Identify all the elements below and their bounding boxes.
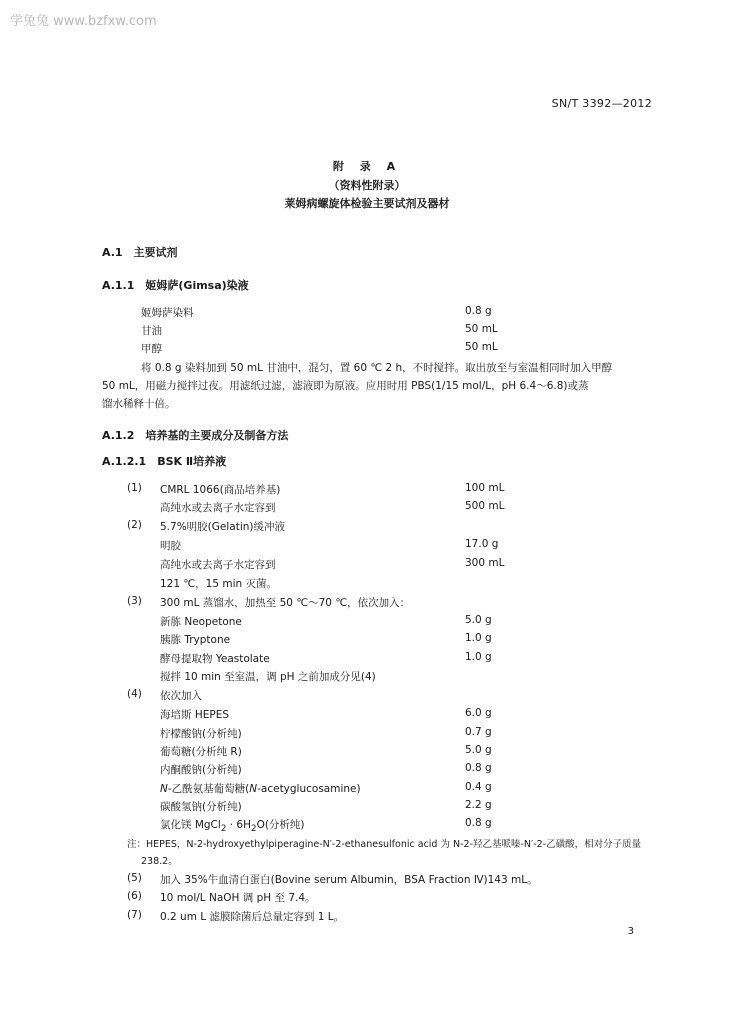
step-number: (6) bbox=[127, 890, 142, 902]
reagent-name: CMRL 1066(商品培养基) bbox=[160, 484, 281, 496]
giemsa-paragraph-line: 50 mL，用磁力搅拌过夜。用滤纸过滤，滤液即为原液。应用时用 PBS(1/15 mol/L，pH 6.4～6.8)或蒸 bbox=[102, 380, 589, 392]
reagent-name: 酵母提取物 Yeastolate bbox=[160, 653, 270, 665]
giemsa-item-name: 甲醇 bbox=[141, 343, 162, 355]
reagent-name bbox=[160, 781, 361, 796]
reagent-name: 新胨 Neopetone bbox=[160, 616, 242, 628]
reagent-name: 葡萄糖(分析纯 R) bbox=[160, 746, 242, 758]
reagent-amount: 5.0 g bbox=[465, 744, 492, 756]
standard-number: SN/T 3392—2012 bbox=[551, 97, 652, 110]
giemsa-paragraph-line: 馏水稀释十倍。 bbox=[102, 398, 176, 410]
reagent-amount: 300 mL bbox=[465, 557, 505, 569]
reagent-name: 碳酸氢钠(分析纯) bbox=[160, 801, 242, 813]
giemsa-item-name: 甘油 bbox=[141, 325, 162, 337]
step-number: (1) bbox=[127, 482, 142, 494]
page-number: 3 bbox=[627, 926, 634, 937]
subscript: 2 bbox=[250, 824, 257, 835]
reagent-name: 明胶 bbox=[160, 540, 181, 552]
giemsa-item-amount: 50 mL bbox=[465, 341, 498, 353]
reagent-name: 胰胨 Tryptone bbox=[160, 634, 231, 646]
reagent-amount: 500 mL bbox=[465, 500, 505, 512]
appendix-type: （资料性附录） bbox=[328, 179, 406, 192]
step-number: (4) bbox=[127, 688, 142, 700]
step-text: 10 mol/L NaOH 调 pH 至 7.4。 bbox=[160, 892, 316, 904]
giemsa-item-name: 姬姆萨染料 bbox=[141, 307, 194, 319]
section-a12: A.1.2 培养基的主要成分及制备方法 bbox=[102, 429, 289, 442]
reagent-name: 高纯水或去离子水定容到 bbox=[160, 559, 276, 571]
reagent-name-part: · 6H bbox=[226, 819, 251, 831]
step-number: (7) bbox=[127, 909, 142, 921]
reagent-amount: 1.0 g bbox=[465, 632, 492, 644]
step-number: (5) bbox=[127, 872, 142, 884]
reagent-name-part: O(分析纯) bbox=[256, 819, 305, 831]
stir-note: 搅拌 10 min 至室温，调 pH 之前加成分见(4) bbox=[160, 671, 376, 683]
giemsa-item-amount: 0.8 g bbox=[465, 305, 492, 317]
reagent-amount: 0.4 g bbox=[465, 781, 492, 793]
giemsa-paragraph-line: 将 0.8 g 染料加到 50 mL 甘油中，混匀，置 60 ℃ 2 h，不时搅拌。取出放至与室温相同时加入甲醇 bbox=[141, 362, 613, 374]
note-line: 238.2。 bbox=[141, 856, 178, 867]
reagent-amount: 0.8 g bbox=[465, 762, 492, 774]
reagent-name: 海培斯 HEPES bbox=[160, 709, 229, 721]
sterilize-note: 121 ℃，15 min 灭菌。 bbox=[160, 578, 278, 590]
reagent-name bbox=[160, 817, 305, 834]
reagent-name-part: -acetyglucosamine) bbox=[257, 783, 361, 795]
reagent-amount: 2.2 g bbox=[465, 799, 492, 811]
reagent-name-part: 氯化镁 MgCl bbox=[160, 819, 221, 831]
section-a1: A.1 主要试剂 bbox=[102, 246, 178, 259]
appendix-title: 莱姆病螺旋体检验主要试剂及器材 bbox=[284, 197, 450, 210]
step-title: 300 mL 蒸馏水，加热至 50 ℃～70 ℃，依次加入： bbox=[160, 597, 411, 609]
step-text: 加入 35%牛血清白蛋白(Bovine serum Albumin，BSA Fraction Ⅳ)143 mL。 bbox=[160, 874, 538, 886]
reagent-amount: 17.0 g bbox=[465, 538, 499, 550]
note-line: 注：HEPES，N-2-hydroxyethylpiperagine-N′-2-ethanesulfonic acid 为 N-2-羟乙基哌嗪-N′-2-乙磺酸，相对分子质量 bbox=[127, 839, 642, 850]
reagent-amount: 5.0 g bbox=[465, 614, 492, 626]
watermark: 学兔兔 www.bzfxw.com bbox=[10, 14, 157, 29]
step-title: 依次加入 bbox=[160, 690, 202, 702]
reagent-name: 高纯水或去离子水定容到 bbox=[160, 502, 276, 514]
section-a121: A.1.2.1 BSK Ⅱ培养液 bbox=[102, 455, 227, 468]
reagent-amount: 1.0 g bbox=[465, 651, 492, 663]
step-title: 5.7%明胶(Gelatin)缓冲液 bbox=[160, 521, 286, 533]
reagent-amount: 0.8 g bbox=[465, 817, 492, 829]
step-number: (2) bbox=[127, 519, 142, 531]
reagent-amount: 100 mL bbox=[465, 482, 505, 494]
reagent-name-part: -乙酰氨基葡萄糖( bbox=[167, 783, 250, 795]
step-text: 0.2 um L 滤膜除菌后总量定容到 1 L。 bbox=[160, 911, 345, 923]
reagent-name: 内酮酸钠(分析纯) bbox=[160, 764, 242, 776]
giemsa-item-amount: 50 mL bbox=[465, 323, 498, 335]
section-a11: A.1.1 姬姆萨(Gimsa)染液 bbox=[102, 279, 249, 292]
italic-n: N bbox=[249, 783, 258, 795]
appendix-label: 附 录 A bbox=[332, 160, 402, 173]
reagent-amount: 0.7 g bbox=[465, 726, 492, 738]
italic-n: N bbox=[160, 783, 168, 795]
subscript: 2 bbox=[220, 824, 227, 835]
step-number: (3) bbox=[127, 595, 142, 607]
reagent-name: 柠檬酸钠(分析纯) bbox=[160, 728, 242, 740]
reagent-amount: 6.0 g bbox=[465, 707, 492, 719]
